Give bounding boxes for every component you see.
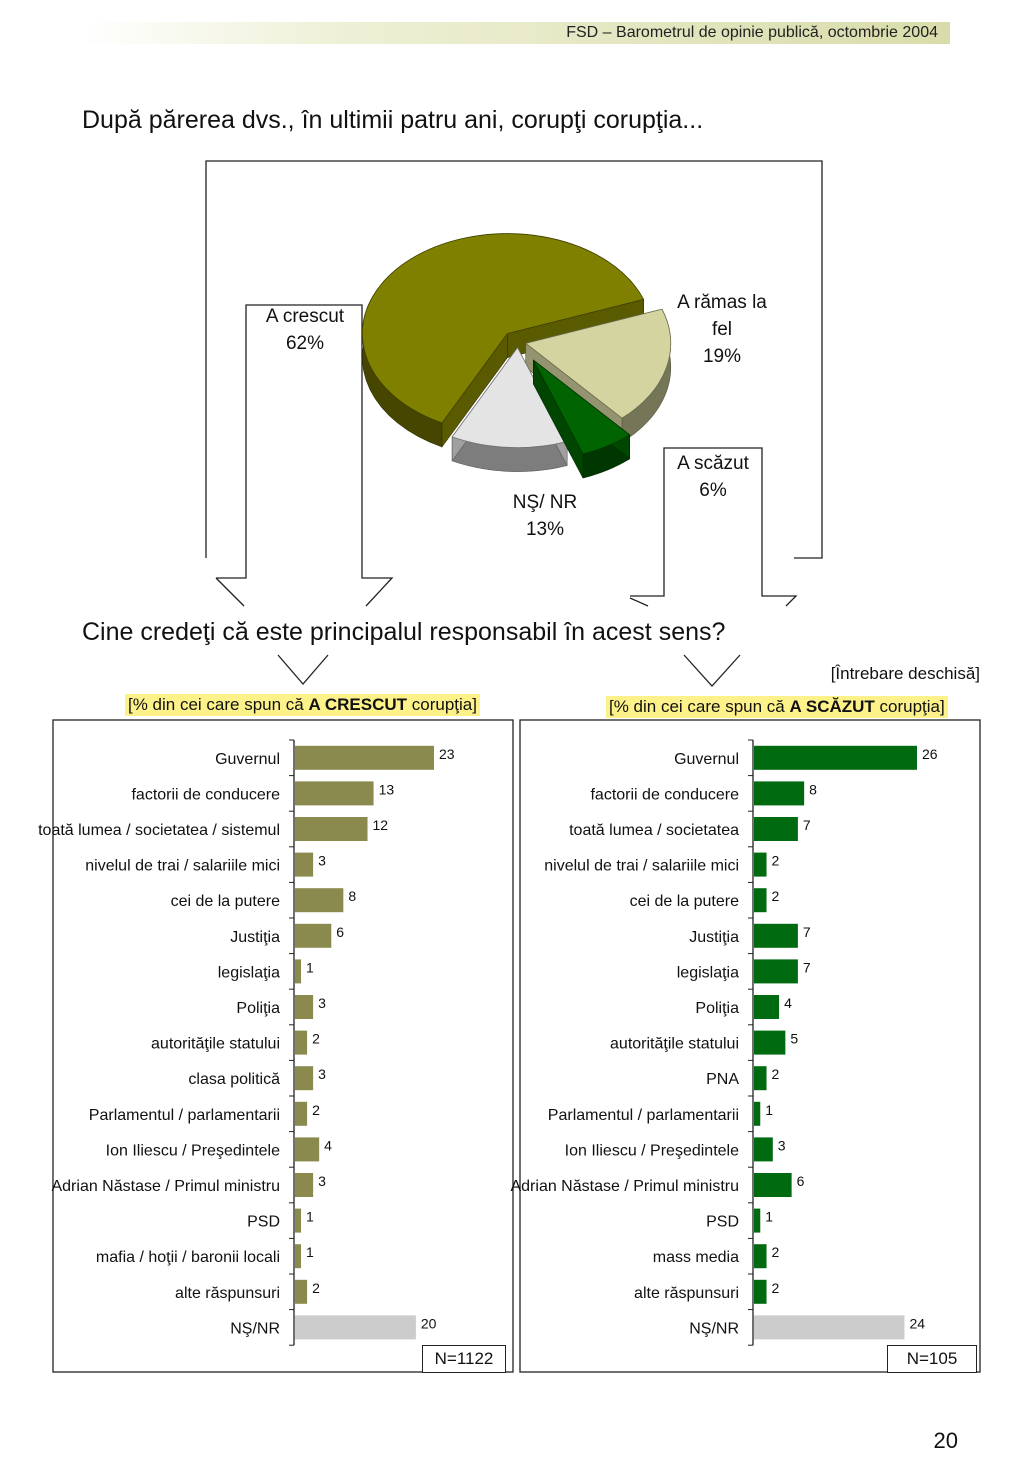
- bar-category-label: toată lumea / societatea: [569, 822, 739, 839]
- pie-label-2: [677, 453, 750, 501]
- bar-value-label: 26: [922, 745, 938, 762]
- pie-label-line: fel: [711, 319, 733, 340]
- bar: [754, 1102, 760, 1126]
- bar-category-label: nivelul de trai / salariile mici: [544, 857, 739, 875]
- bar-category-label: Poliţia: [695, 1000, 739, 1017]
- bar-value-label: 20: [420, 1315, 437, 1332]
- bar-category-label: PSD: [706, 1213, 739, 1231]
- pie-label-line: 13%: [525, 519, 565, 540]
- bar: [295, 1102, 307, 1126]
- bar-value-label: 2: [771, 1066, 780, 1083]
- left-chevron: [278, 655, 328, 684]
- bar-category-label: factorii de conducere: [590, 786, 739, 804]
- bar-value-label: 3: [318, 1066, 326, 1083]
- bar: [754, 888, 767, 912]
- pie-label-line: A rămas la: [677, 292, 767, 313]
- left-caption-post: corupţia]: [407, 695, 477, 714]
- bar-category-label: legislaţia: [217, 964, 280, 982]
- bar-category-label: clasa politică: [188, 1071, 280, 1089]
- right-arrow-3: [762, 558, 796, 606]
- right-chevron: [684, 655, 740, 686]
- bar-value-label: 1: [306, 1208, 314, 1225]
- bar: [754, 746, 917, 770]
- page-number: 20: [933, 1428, 958, 1453]
- bar: [295, 746, 434, 770]
- bar-value-label: 23: [439, 745, 455, 762]
- right-panel-caption: [606, 696, 948, 718]
- open-question-note: [Întrebare deschisă]: [830, 664, 980, 683]
- bar-value-label: 3: [318, 995, 326, 1011]
- left-panel-frame: [53, 720, 513, 1372]
- bar: [295, 1244, 301, 1268]
- bar-category-label: Poliţia: [236, 1000, 280, 1017]
- bar: [295, 1137, 319, 1161]
- bar-category-label: cei de la putere: [170, 893, 280, 911]
- bar: [754, 781, 804, 805]
- bar-category-label: nivelul de trai / salariile mici: [85, 857, 280, 875]
- bar-category-label: cei de la putere: [629, 893, 739, 911]
- bar-value-label: 2: [771, 1244, 780, 1261]
- left-caption-pre: [% din cei care spun că: [128, 695, 309, 714]
- bar-value-label: 7: [802, 923, 811, 940]
- pie-label-line: 19%: [702, 346, 742, 367]
- bar-category-label: Guvernul: [215, 750, 280, 768]
- bar-value-label: 2: [312, 1030, 320, 1047]
- bar-category-label: mafia / hoţii / baronii locali: [95, 1249, 280, 1267]
- bar: [754, 1031, 785, 1055]
- bar-category-label: NŞ/NR: [230, 1320, 280, 1338]
- bar-value-label: 13: [378, 781, 395, 798]
- pie-label-line: A scăzut: [677, 453, 749, 474]
- bar-category-label: Ion Iliescu / Preşedintele: [105, 1142, 280, 1160]
- pie-label-line: A crescut: [265, 306, 345, 327]
- bar: [295, 853, 313, 877]
- right-arrow: [630, 598, 648, 606]
- bar-value-label: 4: [324, 1137, 332, 1154]
- right-caption-pre: [% din cei care spun că: [609, 697, 790, 716]
- bar: [295, 781, 374, 805]
- bar: [754, 1244, 767, 1268]
- bar-category-label: autorităţile statului: [610, 1035, 739, 1053]
- bar-value-label: 7: [802, 959, 811, 976]
- pie-label-line: 62%: [285, 333, 325, 354]
- bar: [295, 995, 313, 1019]
- bar-category-label: toată lumea / societatea / sistemul: [38, 822, 280, 839]
- pie-label-line: NŞ/ NR: [512, 492, 578, 513]
- bar: [295, 1280, 307, 1304]
- left-caption-strong: A CRESCUT: [308, 695, 408, 714]
- bar: [295, 1315, 416, 1339]
- bar-category-label: alte răspunsuri: [634, 1284, 739, 1302]
- bar: [754, 924, 798, 948]
- bar-category-label: factorii de conducere: [131, 786, 280, 804]
- bar-category-label: Adrian Năstase / Primul ministru: [510, 1178, 739, 1195]
- bar-value-label: 2: [312, 1101, 320, 1118]
- bar-value-label: 7: [802, 817, 811, 833]
- bar-value-label: 12: [372, 817, 389, 833]
- bar-category-label: autorităţile statului: [151, 1035, 280, 1053]
- bar-category-label: Justiţia: [689, 928, 739, 946]
- bar-category-label: Ion Iliescu / Preşedintele: [564, 1142, 739, 1160]
- pie-chart: [362, 234, 670, 478]
- bar-value-label: 2: [771, 888, 780, 905]
- bar: [754, 1280, 767, 1304]
- bar-value-label: 6: [796, 1173, 805, 1189]
- bar: [295, 1066, 313, 1090]
- bar: [754, 853, 767, 877]
- right-caption-post: corupţia]: [874, 697, 945, 716]
- bar: [295, 1209, 301, 1233]
- bar: [295, 1031, 307, 1055]
- bar-value-label: 3: [318, 852, 326, 869]
- bar-value-label: 8: [348, 888, 357, 905]
- bar-value-label: 5: [790, 1030, 799, 1047]
- bar-category-label: mass media: [652, 1249, 739, 1267]
- right-arrow-2: [630, 558, 664, 596]
- bar: [295, 817, 368, 841]
- bar-category-label: Parlamentul / parlamentarii: [547, 1106, 739, 1124]
- bar: [754, 817, 798, 841]
- bar: [754, 1315, 904, 1339]
- bar-category-label: alte răspunsuri: [175, 1284, 280, 1302]
- left-sample-size: N=1122: [422, 1345, 506, 1373]
- bar-category-label: PSD: [247, 1213, 280, 1231]
- bar: [754, 1209, 760, 1233]
- bar-category-label: NŞ/NR: [689, 1320, 739, 1338]
- bar: [295, 924, 331, 948]
- pie-label-line: 6%: [699, 480, 727, 501]
- left-panel-caption: [125, 694, 480, 716]
- bar: [754, 1137, 773, 1161]
- left-arrow-3: [362, 558, 392, 606]
- bar-value-label: 2: [771, 1279, 780, 1296]
- bar: [754, 959, 798, 983]
- bar-value-label: 3: [318, 1173, 326, 1189]
- bar: [295, 1173, 313, 1197]
- bar: [295, 959, 301, 983]
- bar-category-label: legislaţia: [676, 964, 739, 982]
- left-arrow: [216, 558, 246, 578]
- pie-label-1: [677, 292, 767, 367]
- bar-value-label: 1: [306, 1244, 314, 1261]
- bar: [754, 1173, 792, 1197]
- right-sample-size: N=105: [887, 1345, 977, 1373]
- sub-question: Cine credeţi că este principalul responsabil în acest sens?: [82, 618, 726, 646]
- pie-label-3: [513, 492, 577, 540]
- bar-value-label: 4: [784, 995, 792, 1011]
- left-arrow-2: [216, 578, 244, 606]
- bar-value-label: 6: [336, 923, 345, 940]
- header-text: FSD – Barometrul de opinie publică, octombrie 2004: [566, 24, 938, 41]
- bar-category-label: Parlamentul / parlamentarii: [88, 1106, 280, 1124]
- left-bar-chart: [38, 740, 455, 1345]
- bar-value-label: 2: [312, 1279, 320, 1296]
- bar-value-label: 2: [771, 852, 780, 869]
- bar: [754, 995, 779, 1019]
- bar-category-label: Adrian Năstase / Primul ministru: [51, 1178, 280, 1195]
- main-question: După părerea dvs., în ultimii patru ani, corupţi corupţia...: [82, 106, 704, 134]
- bar-category-label: Guvernul: [674, 750, 739, 768]
- bar-category-label: Justiţia: [230, 928, 280, 946]
- bar-value-label: 8: [809, 781, 817, 798]
- bar-value-label: 1: [765, 1208, 774, 1225]
- right-bar-chart: [510, 740, 937, 1345]
- bar-value-label: 3: [777, 1137, 786, 1154]
- bar: [295, 888, 343, 912]
- bar: [754, 1066, 767, 1090]
- pie-label-0: [266, 306, 345, 354]
- bar-value-label: 1: [306, 959, 314, 976]
- bar-category-label: PNA: [706, 1071, 739, 1089]
- bar-value-label: 24: [909, 1315, 926, 1332]
- bar-value-label: 1: [765, 1101, 774, 1118]
- right-caption-strong: A SCĂZUT: [789, 697, 875, 716]
